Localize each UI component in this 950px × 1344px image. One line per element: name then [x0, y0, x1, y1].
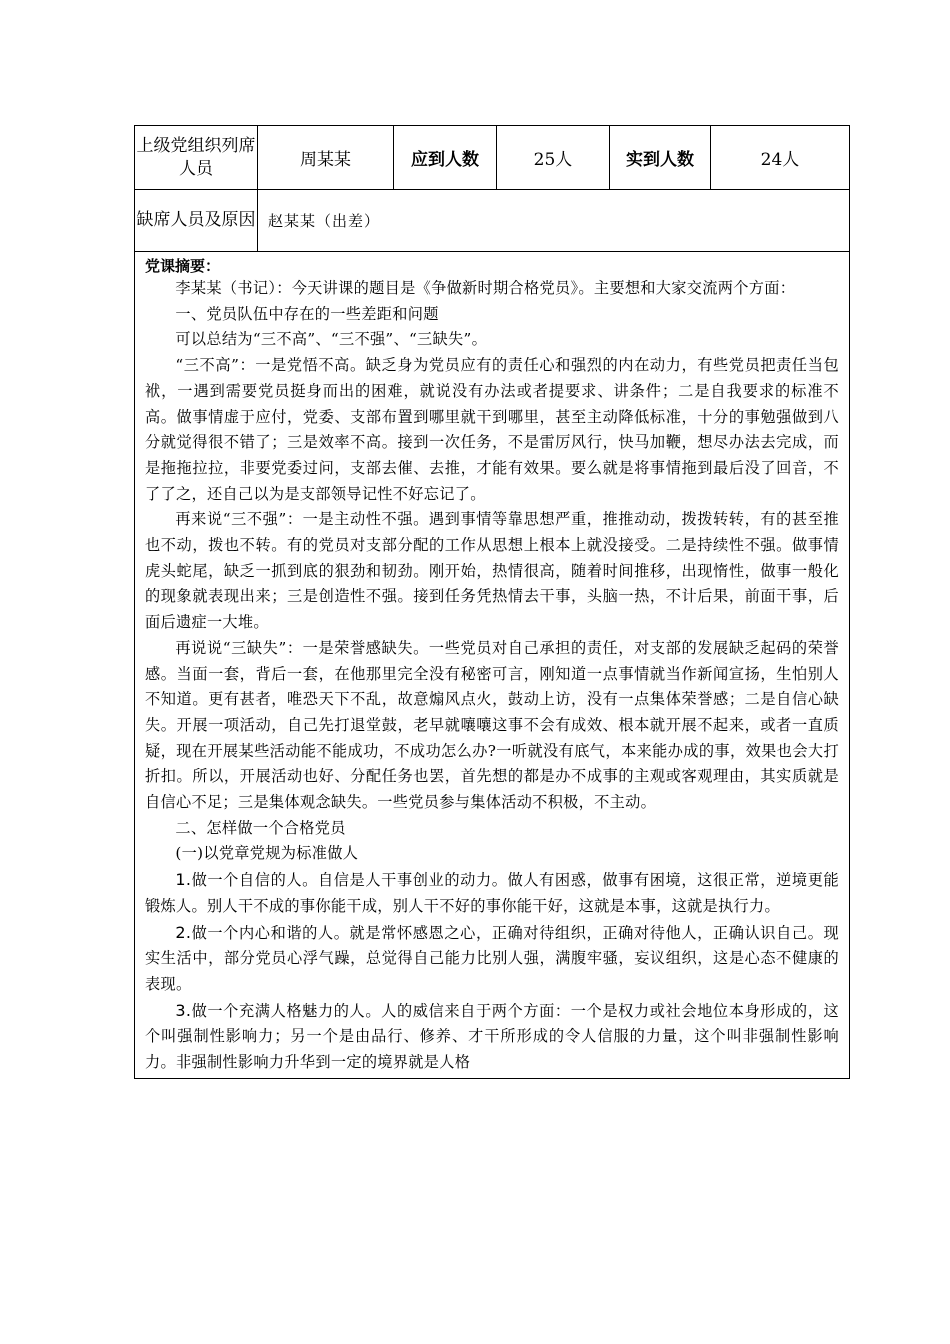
summary-paragraph: 再来说“三不强”：一是主动性不强。遇到事情等靠思想严重，推推动动，拨拨转转，有的甚至推也不动，拨也不转。有的党员对支部分配的工作从思想上根本上就没接受。二是持续性不强。做事情虎头蛇尾，缺乏一抓到底的狠劲和韧劲。刚开始，热情很高，随着时间推移，出现惰性，做事一般化的现象就表现出来；三是创造性不强。接到任务凭热情去干事，头脑一热，不计后果，前面干事，后面后遗症一大堆。 [145, 510, 839, 632]
list-item-number: 2. [175, 922, 192, 942]
expected-value: 25人 [497, 126, 610, 190]
actual-label: 实到人数 [610, 126, 711, 190]
superior-value: 周某某 [258, 126, 394, 190]
attendance-row [135, 126, 850, 190]
summary-paragraph: 可以总结为“三不高”、“三不强”、“三缺失”。 [175, 330, 488, 349]
list-item [145, 920, 839, 998]
meeting-record-table [134, 125, 850, 1079]
list-item [145, 867, 839, 919]
subsection-heading: (一)以党章党规为标准做人 [175, 844, 359, 863]
summary-paragraph: 李某某（书记）：今天讲课的题目是《争做新时期合格党员》。主要想和大家交流两个方面： [175, 279, 796, 297]
summary-row [135, 252, 850, 1079]
section-heading-one: 一、党员队伍中存在的一些差距和问题 [175, 304, 439, 323]
summary-title: 党课摘要： [145, 257, 221, 275]
superior-label: 上级党组织列席人员 [135, 126, 258, 190]
summary-paragraph: “三不高”：一是党悟不高。缺乏身为党员应有的责任心和强烈的内在动力，有些党员把责任当包袱，一遇到需要党员挺身而出的困难，就说没有办法或者提要求、讲条件；二是自我要求的标准不高。做事情虚于应付，党委、支部布置到哪里就干到哪里，甚至主动降低标准，十分的事勉强做到八分就觉得很不错了；三是效率不高。接到一次任务，不是雷厉风行，快马加鞭，想尽办法去完成，而是拖拖拉拉，非要党委过问，支部去催、去推，才能有效果。要么就是将事情拖到最后没了回音，不了了之，还自己以为是支部领导记性不好忘记了。 [145, 356, 839, 503]
summary-cell [135, 252, 850, 1079]
list-item [145, 998, 839, 1076]
section-heading-two: 二、怎样做一个合格党员 [175, 818, 346, 837]
list-item-text: 做一个充满人格魅力的人。人的威信来自于两个方面：一个是权力或社会地位本身形成的，这个叫强制性影响力；另一个是由品行、修养、才干所形成的令人信服的力量，这个叫非强制性影响力。非强制性影响力升华到一定的境界就是人格 [145, 1001, 839, 1072]
list-item-text: 做一个自信的人。自信是人干事创业的动力。做人有困惑，做事有困境，这很正常，逆境更能锻炼人。别人干不成的事你能干成，别人干不好的事你能干好，这就是本事，这就是执行力。 [145, 871, 839, 915]
list-item-number: 3. [175, 1000, 192, 1020]
absent-value: 赵某某（出差） [258, 190, 850, 252]
list-item-text: 做一个内心和谐的人。就是常怀感恩之心，正确对待组织，正确对待他人，正确认识自己。现实生活中，部分党员心浮气躁，总觉得自己能力比别人强，满腹牢骚，妄议组织，这是心态不健康的表现。 [145, 923, 839, 993]
absent-row [135, 190, 850, 252]
list-item-number: 1. [175, 870, 192, 890]
summary-paragraph: 再说说“三缺失”：一是荣誉感缺失。一些党员对自己承担的责任，对支部的发展缺乏起码的荣誉感。当面一套，背后一套，在他那里完全没有秘密可言，刚知道一点事情就当作新闻宣扬，生怕别人不知道。更有甚者，唯恐天下不乱，故意煽风点火，鼓动上访，没有一点集体荣誉感；二是自信心缺失。开展一项活动，自己先打退堂鼓，老早就嚷嚷这事不会有成效、根本就开展不起来，或者一直质疑，现在开展某些活动能不能成功，不成功怎么办?一听就没有底气，本来能办成的事，效果也会大打折扣。所以，开展活动也好、分配任务也罢，首先想的都是办不成事的主观或客观理由，其实质就是自信心不足；三是集体观念缺失。一些党员参与集体活动不积极，不主动。 [145, 638, 839, 812]
expected-label: 应到人数 [394, 126, 497, 190]
actual-value: 24人 [711, 126, 850, 190]
absent-label: 缺席人员及原因 [135, 190, 258, 252]
